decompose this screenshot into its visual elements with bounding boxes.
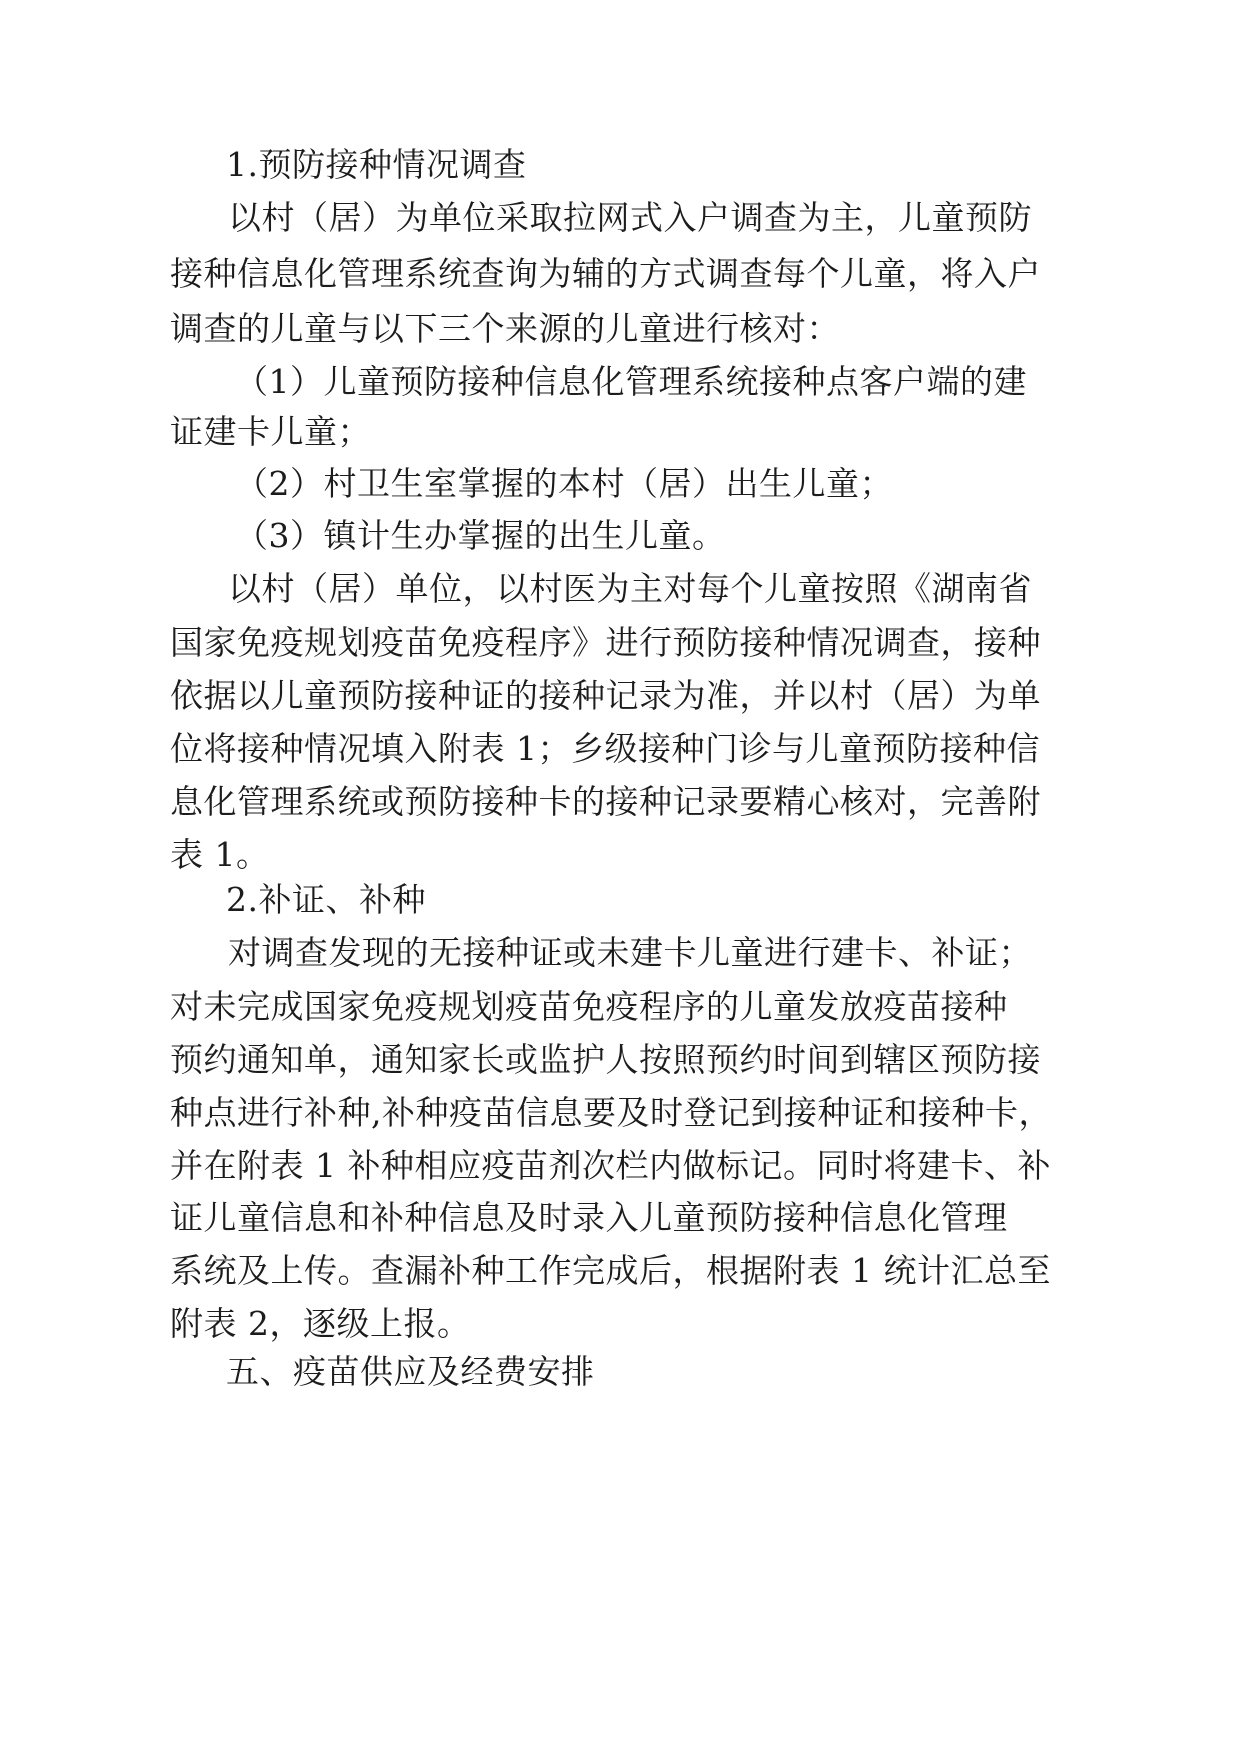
list-item: （2）村卫生室掌握的本村（居）出生儿童； <box>235 464 893 503</box>
paragraph-line: 表 1。 <box>170 835 270 874</box>
paragraph-line: 依 据 以 儿 童 预 防 接 种 证 的 接 种 记 录 为 准 ， 并 以 村 （ 居 ） 为 单 <box>170 676 1041 715</box>
paragraph-line: 系 统 及 上 传 。 查 漏 补 种 工 作 完 成 后 ， 根 据 附 表 1 统 计 汇 总 至 <box>170 1251 1051 1290</box>
paragraph-line: 预 约 通 知 单 ， 通 知 家 长 或 监 护 人 按 照 预 约 时 间 到 辖 区 预 防 接 <box>170 1040 1041 1079</box>
paragraph-line: 以 村 （ 居 ） 单 位 ， 以 村 医 为 主 对 每 个 儿 童 按 照 《 湖 南 省 <box>228 569 1032 608</box>
paragraph-line: 国 家 免 疫 规 划 疫 苗 免 疫 程 序 》 进 行 预 防 接 种 情 况 调 查 ， 接 种 <box>170 623 1041 662</box>
section-heading: 1.预防接种情况调查 <box>226 145 527 184</box>
paragraph-line: 并 在 附 表 1 补 种 相 应 疫 苗 剂 次 栏 内 做 标 记 。 同 时 将 建 卡 、 补 <box>170 1146 1051 1185</box>
paragraph-line: 对 调 查 发 现 的 无 接 种 证 或 未 建 卡 儿 童 进 行 建 卡 、 补 证 ； <box>228 933 1032 972</box>
list-item-line: 证建卡儿童； <box>170 412 371 451</box>
paragraph-line: 证 儿 童 信 息 和 补 种 信 息 及 时 录 入 儿 童 预 防 接 种 信 息 化 管 理 <box>170 1198 1008 1237</box>
list-item-line: （ 1 ） 儿 童 预 防 接 种 信 息 化 管 理 系 统 接 种 点 客 户 端 的 建 <box>235 362 1027 401</box>
section-heading: 2.补证、补种 <box>226 880 426 919</box>
list-item: （3）镇计生办掌握的出生儿童。 <box>235 516 726 555</box>
paragraph-line: 附表 2，逐级上报。 <box>170 1304 471 1343</box>
paragraph-line: 以 村 （ 居 ） 为 单 位 采 取 拉 网 式 入 户 调 查 为 主 ， 儿 童 预 防 <box>228 198 1032 237</box>
paragraph-line: 调查的儿童与以下三个来源的儿童进行核对： <box>170 309 840 348</box>
paragraph-line: 息 化 管 理 系 统 或 预 防 接 种 卡 的 接 种 记 录 要 精 心 核 对 ， 完 善 附 <box>170 782 1041 821</box>
section-heading: 五、疫苗供应及经费安排 <box>226 1352 595 1391</box>
paragraph-line: 对 未 完 成 国 家 免 疫 规 划 疫 苗 免 疫 程 序 的 儿 童 发 放 疫 苗 接 种 <box>170 987 1008 1026</box>
paragraph-line: 种 点 进 行 补 种 , 补 种 疫 苗 信 息 要 及 时 登 记 到 接 种 证 和 接 种 卡 ， <box>170 1093 1052 1132</box>
paragraph-line: 位 将 接 种 情 况 填 入 附 表 1 ； 乡 级 接 种 门 诊 与 儿 童 预 防 接 种 信 <box>170 729 1040 768</box>
paragraph-line: 接 种 信 息 化 管 理 系 统 查 询 为 辅 的 方 式 调 查 每 个 儿 童 ， 将 入 户 <box>170 254 1041 293</box>
